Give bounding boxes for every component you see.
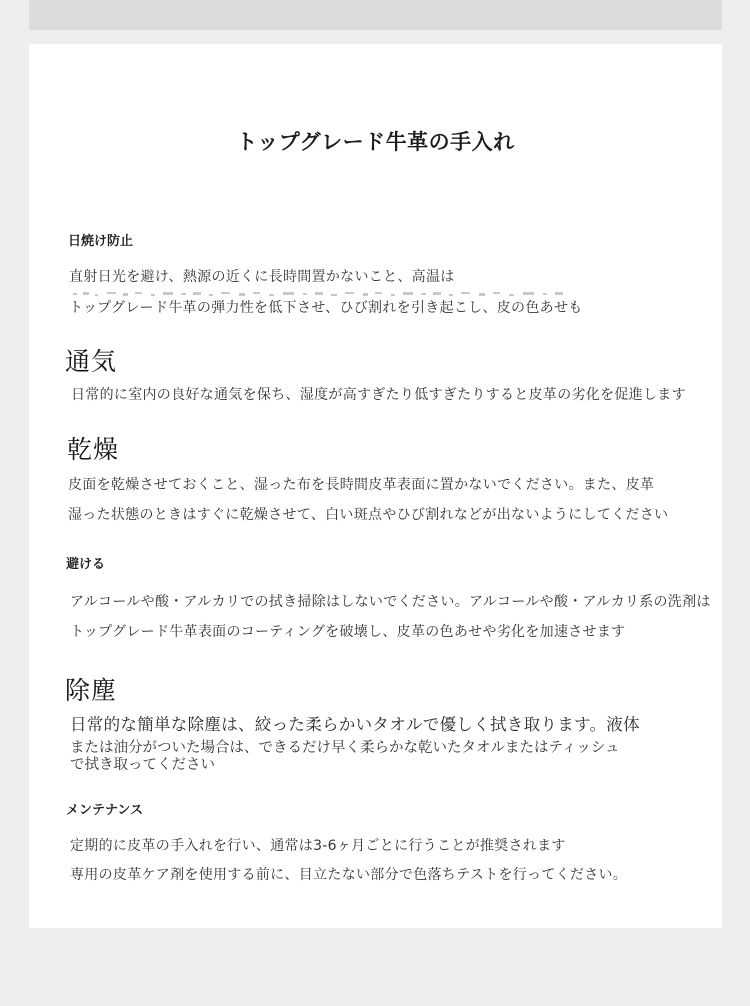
top-banner-strip — [29, 0, 722, 30]
page-title: トップグレード牛革の手入れ — [236, 130, 515, 154]
avoid-line-2: トップグレード牛革表面のコーティングを破壊し、皮革の色あせや劣化を加速させます — [70, 624, 626, 640]
drying-line-2: 湿った状態のときはすぐに乾燥させて、白い斑点やひび割れなどが出ないようにしてください — [68, 507, 669, 523]
dust-line-2: または油分がついた場合は、できるだけ早く柔らかな乾いたタオルまたはティッシュ — [70, 740, 620, 756]
section-heading-dust: 除塵 — [65, 676, 118, 705]
section-heading-sunburn: 日焼け防止 — [68, 234, 134, 249]
care-instructions-card — [29, 44, 722, 928]
section-heading-ventilation: 通気 — [65, 347, 118, 376]
ventilation-line-1: 日常的に室内の良好な通気を保ち、湿度が高すぎたり低すぎたりすると皮革の劣化を促進します — [71, 387, 686, 403]
dust-line-1: 日常的な簡単な除塵は、絞った柔らかいタオルで優しく拭き取ります。液体 — [70, 715, 640, 734]
maintenance-line-1: 定期的に皮革の手入れを行い、通常は3-6ヶ月ごとに行うことが推奨されます — [70, 838, 566, 854]
section-heading-avoid: 避ける — [66, 557, 106, 572]
sunburn-line-2: トップグレード牛革の弾力性を低下させ、ひび割れを引き起こし、皮の色あせも — [69, 300, 583, 316]
section-heading-drying: 乾燥 — [67, 435, 120, 464]
dust-line-3: で拭き取ってください — [70, 757, 215, 773]
sunburn-line-1: 直射日光を避け、熱源の近くに長時間置かないこと、高温は — [69, 269, 455, 285]
avoid-line-1: アルコールや酸・アルカリでの拭き掃除はしないでください。アルコールや酸・アルカリ系の洗剤は — [70, 594, 711, 610]
drying-line-1: 皮面を乾燥させておくこと、湿った布を長時間皮革表面に置かないでください。また、皮革 — [68, 477, 655, 493]
maintenance-line-2: 専用の皮革ケア剤を使用する前に、目立たない部分で色落ちテストを行ってください。 — [70, 867, 628, 883]
section-heading-maintenance: メンテナンス — [66, 803, 143, 818]
